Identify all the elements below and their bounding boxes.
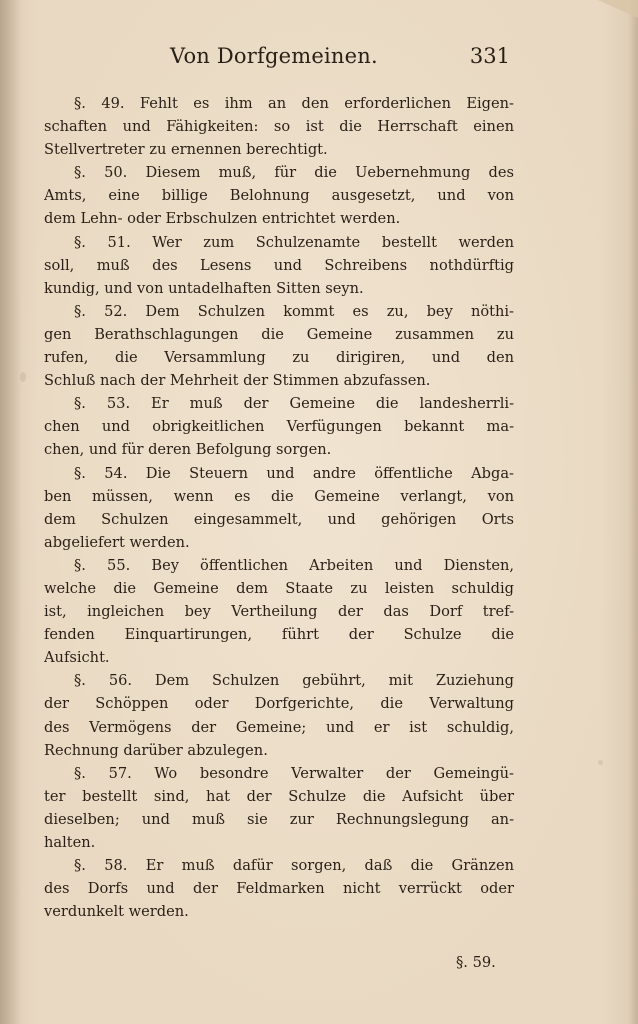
text-line: Stellvertreter zu ernennen berechtigt. [44,141,328,159]
text-line: §. 55. Bey öffentlichen Arbeiten und Diensten, [74,556,514,574]
text-line: kundig, und von untadelhaften Sitten seyn. [44,279,364,297]
text-line: §. 49. Fehlt es ihm an den erforderlichen Eigen- [74,95,514,112]
page-header [170,44,510,78]
text-line: Schluß nach der Mehrheit der Stimmen abzufassen. [44,372,431,390]
text-line: dem Schulzen eingesammelt, und gehörigen Orts [44,510,514,528]
text-line: des Vermögens der Gemeine; und er ist schuldig, [44,718,514,736]
page-gutter-shadow [0,0,22,1024]
text-line: Amts, eine billige Belohnung ausgesetzt, und von [44,187,514,205]
running-head: Von Dorfgemeinen. [170,44,378,68]
text-line: schaften und Fähigkeiten: so ist die Herrschaft einen [44,118,514,136]
text-line: §. 56. Dem Schulzen gebührt, mit Zuziehung [74,672,514,690]
paper-stain [598,760,603,765]
text-line: fenden Einquartirungen, führt der Schulze die [44,626,514,644]
page-edge-shadow [628,0,638,1024]
text-line: §. 51. Wer zum Schulzenamte bestellt werden [74,233,514,251]
page-corner [598,0,638,18]
text-line: abgeliefert werden. [44,533,190,551]
text-line: §. 54. Die Steuern und andre öffentliche Abga- [74,464,514,482]
text-line: welche die Gemeine dem Staate zu leisten schuldig [44,579,514,597]
text-line: rufen, die Versammlung zu dirigiren, und den [44,349,514,367]
text-line: halten. [44,834,96,851]
text-line: ben müssen, wenn es die Gemeine verlangt, von [44,487,514,505]
text-line: chen, und für deren Befolgung sorgen. [44,441,332,459]
text-line: §. 58. Er muß dafür sorgen, daß die Gränzen [74,857,514,875]
text-line: verdunkelt werden. [44,903,189,921]
text-line: §. 53. Er muß der Gemeine die landesherrli- [74,395,514,413]
text-line: §. 52. Dem Schulzen kommt es zu, bey nöthi- [74,302,514,320]
catchword: §. 59. [456,954,496,971]
text-line: gen Berathschlagungen die Gemeine zusammen zu [44,325,514,343]
text-line: §. 57. Wo besondre Verwalter der Gemeingü- [74,764,514,782]
text-line: ist, ingleichen bey Vertheilung der das Dorf tref- [44,603,514,621]
text-line: Rechnung darüber abzulegen. [44,741,268,759]
text-line: Aufsicht. [44,649,110,667]
text-line: des Dorfs und der Feldmarken nicht verrückt oder [44,880,514,898]
text-line: dieselben; und muß sie zur Rechnungslegung an- [44,810,514,828]
text-line: ter bestellt sind, hat der Schulze die Aufsicht über [44,787,514,805]
text-line: soll, muß des Lesens und Schreibens nothdürftig [44,256,514,274]
body-text [44,92,514,923]
paper-stain [20,372,26,382]
text-line: chen und obrigkeitlichen Verfügungen bekannt ma- [44,418,514,436]
text-line: §. 50. Diesem muß, für die Uebernehmung des [74,164,514,182]
text-line: dem Lehn- oder Erbschulzen entrichtet werden. [44,210,401,228]
page-number: 331 [469,44,510,68]
text-line: der Schöppen oder Dorfgerichte, die Verwaltung [44,695,514,713]
